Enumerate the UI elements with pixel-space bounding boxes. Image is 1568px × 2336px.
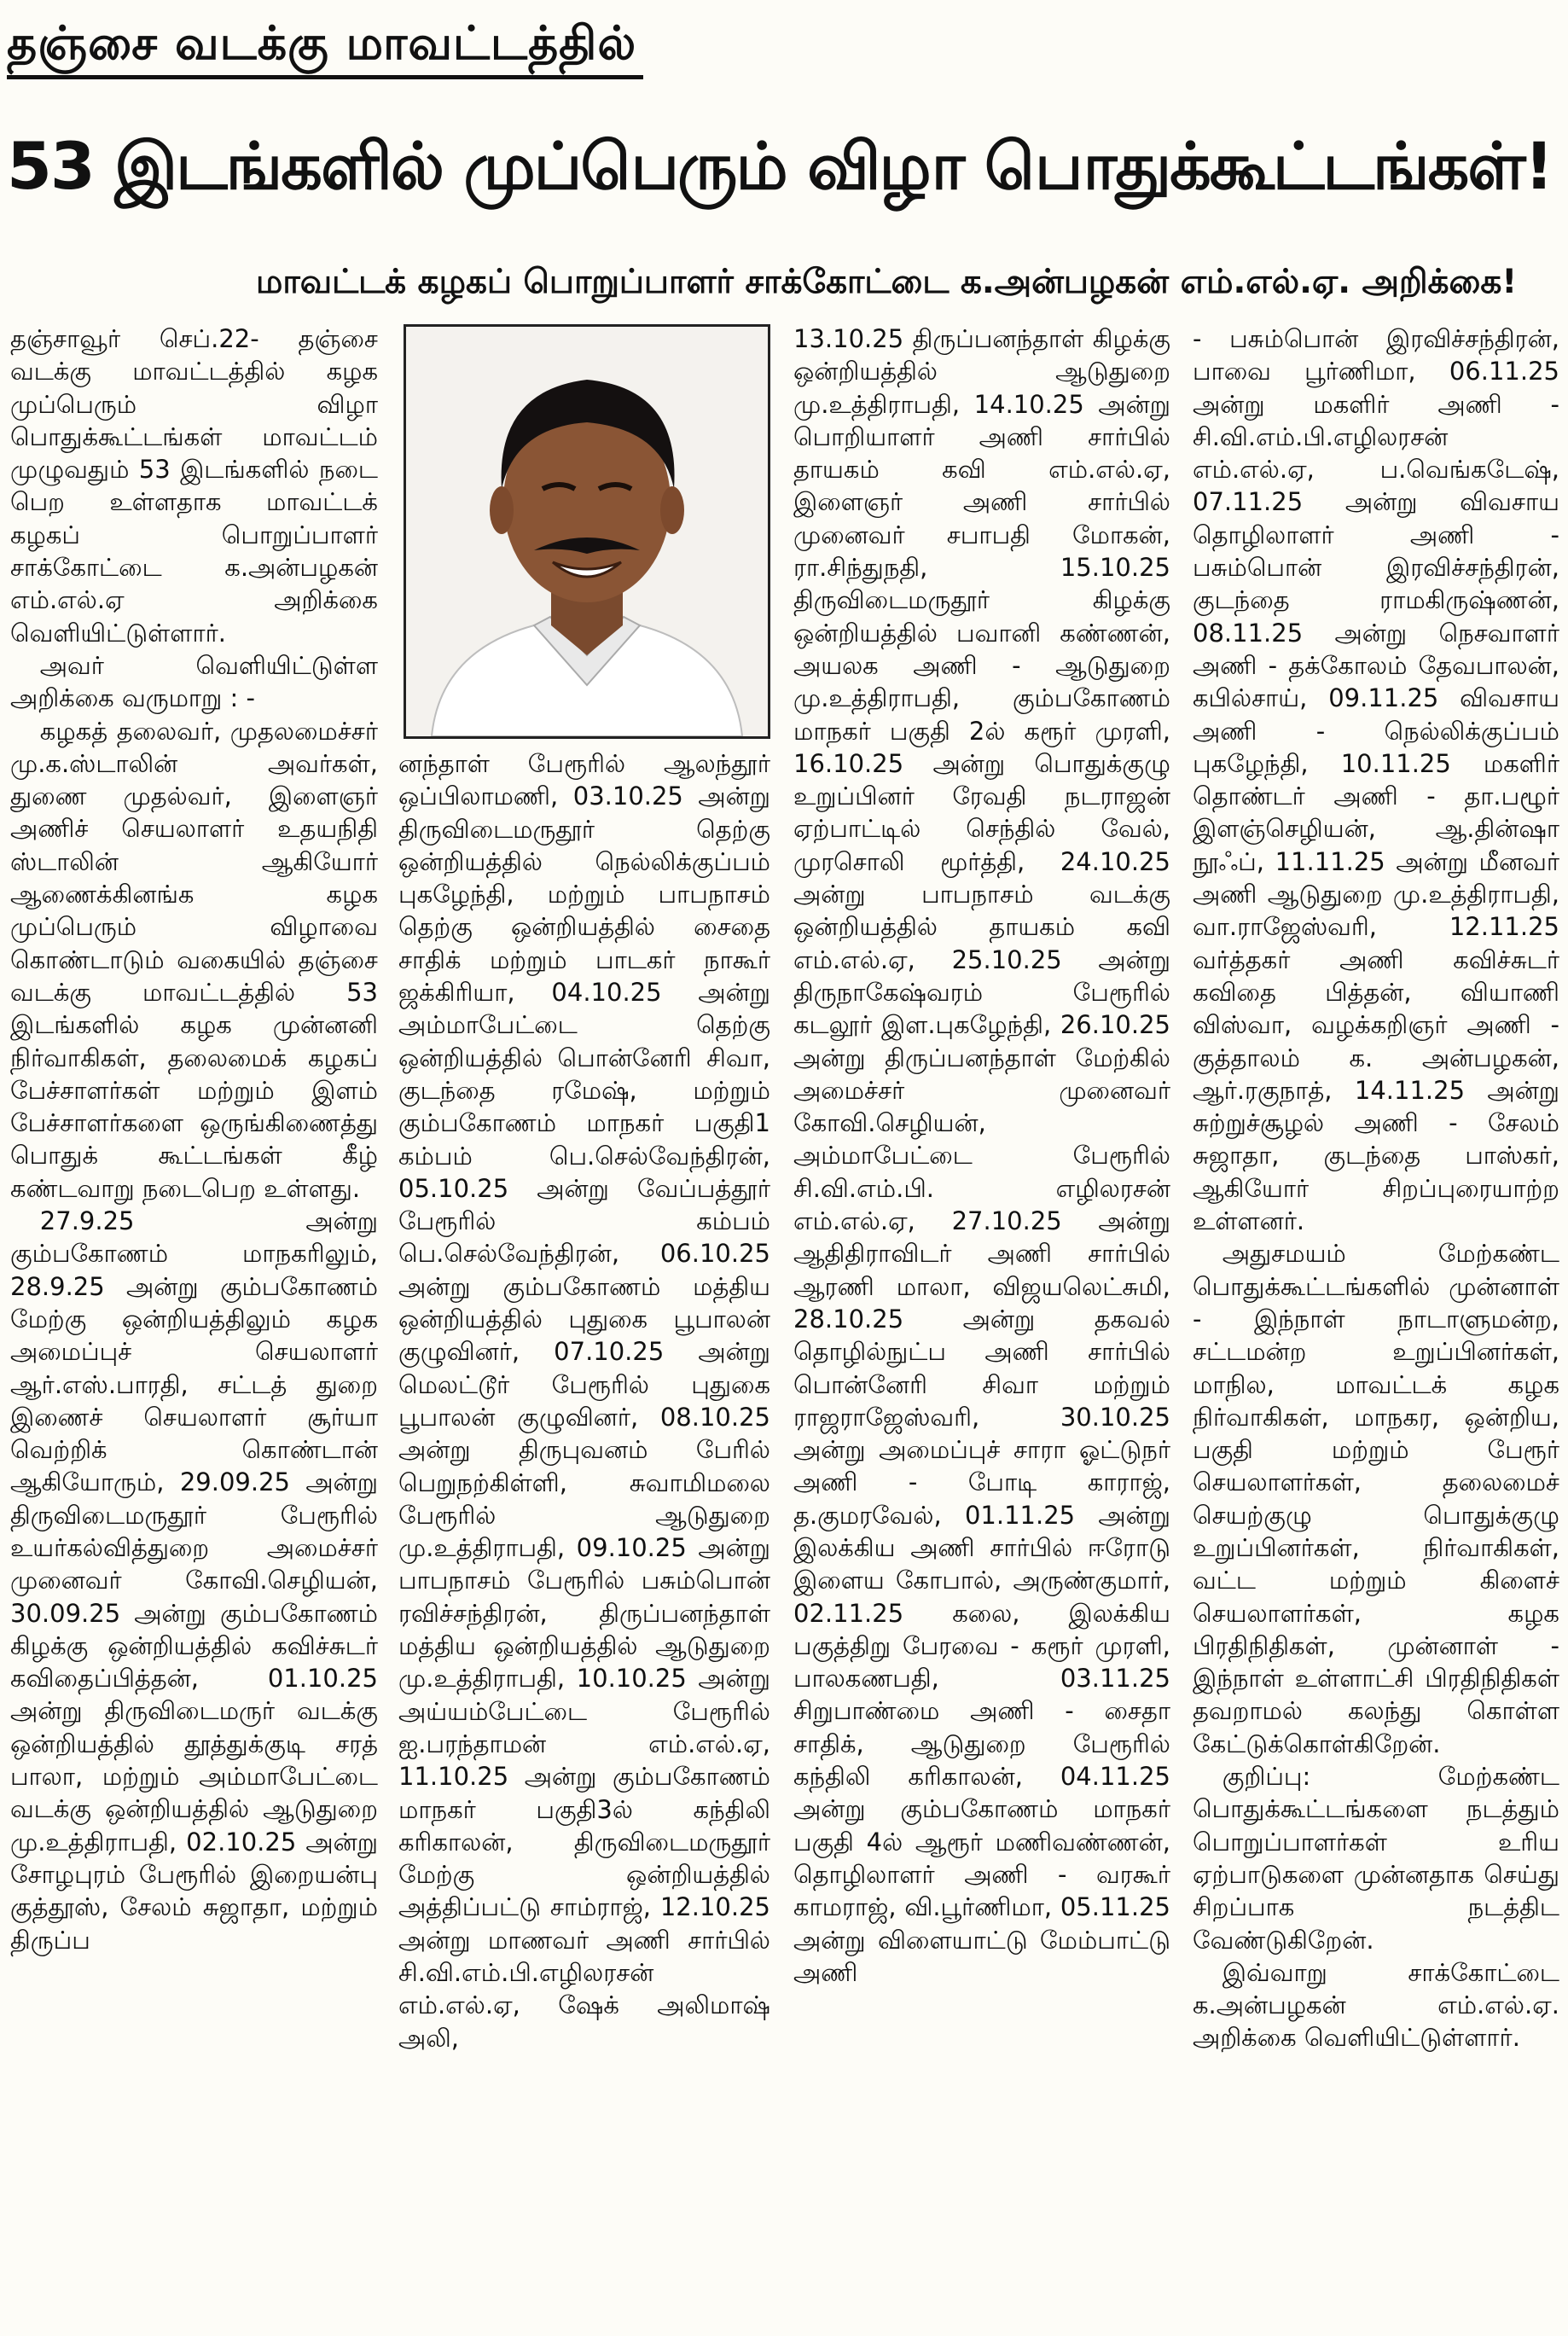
article-column-2	[398, 747, 770, 2327]
headline: 53 இடங்களில் முப்பெரும் விழா பொதுக்கூட்டங்கள்!	[7, 128, 1553, 204]
portrait-illustration	[406, 327, 768, 736]
article-column-1	[10, 323, 378, 2327]
paragraph: கழகத் தலைவர், முதலமைச்சர் மு.க.ஸ்டாலின் அவர்கள், துணை முதல்வர், இளைஞர் அணிச் செயலாளர் உதயநிதி ஸ்டாலின் ஆகியோர் ஆணைக்கினங்க கழக முப்பெரும் விழாவை கொண்டாடும் வகையில் தஞ்சை வடக்கு மாவட்டத்தில் 53 இடங்களில் கழக முன்னனி நிர்வாகிகள், தலைமைக் கழகப் பேச்சாளர்கள் மற்றும் இளம் பேச்சாளர்களை ஒருங்கிணைத்து பொதுக் கூட்டங்கள் கீழ் கண்டவாறு நடைபெற உள்ளது.	[10, 716, 378, 1203]
paragraph: குறிப்பு: மேற்கண்ட பொதுக்கூட்டங்களை நடத்தும் பொறுப்பாளர்கள் உரிய ஏற்பாடுகளை முன்னதாக செய்து சிறப்பாக நடத்திட வேண்டுகிறேன்.	[1193, 1762, 1559, 1955]
paragraph: - பசும்பொன் இரவிச்சந்திரன், பாவை பூர்ணிமா, 06.11.25 அன்று மகளிர் அணி - சி.வி.எம்.பி.எழிலரசன் எம்.எல்.ஏ, ப.வெங்கடேஷ், 07.11.25 அன்று விவசாய தொழிலாளர் அணி - பசும்பொன் இரவிச்சந்திரன், குடந்தை ராமகிருஷ்ணன், 08.11.25 அன்று நெசவாளர் அணி - தக்கோலம் தேவபாலன், கபில்சாய், 09.11.25 விவசாய அணி - நெல்லிக்குப்பம் புகழேந்தி, 10.11.25 மகளிர் தொண்டர் அணி - தா.பழூர் இளஞ்செழியன், ஆ.தின்ஷா நூஃப், 11.11.25 அன்று மீனவர் அணி ஆடுதுறை மு.உத்திராபதி, வா.ராஜேஸ்வரி, 12.11.25 வர்த்தகர் அணி கவிச்சுடர் கவிதை பித்தன், வியாணி விஸ்வா, வழக்கறிஞர் அணி - குத்தாலம் க. அன்பழகன், ஆர்.ரகுநாத், 14.11.25 அன்று சுற்றுச்சூழல் அணி - சேலம் சுஜாதா, குடந்தை பாஸ்கர், ஆகியோர் சிறப்புரையாற்ற உள்ளனர்.	[1193, 324, 1559, 1236]
kicker-title: தஞ்சை வடக்கு மாவட்டத்தில்	[7, 12, 643, 79]
paragraph: அவர் வெளியிட்டுள்ள அறிக்கை வருமாறு : -	[10, 650, 378, 713]
paragraph: 27.9.25 அன்று கும்பகோணம் மாநகரிலும், 28.9.25 அன்று கும்பகோணம் மேற்கு ஒன்றியத்திலும் கழக அமைப்புச் செயலாளர் ஆர்.எஸ்.பாரதி, சட்டத் துறை இணைச் செயலாளர் சூர்யா வெற்றிக் கொண்டான் ஆகியோரும், 29.09.25 அன்று திருவிடைமருதூர் பேரூரில் உயர்கல்வித்துறை அமைச்சர் முனைவர் கோவி.செழியன், 30.09.25 அன்று கும்பகோணம் கிழக்கு ஒன்றியத்தில் கவிச்சுடர் கவிதைப்பித்தன், 01.10.25 அன்று திருவிடைமருர் வடக்கு ஒன்றியத்தில் தூத்துக்குடி சரத் பாலா, மற்றும் அம்மாபேட்டை வடக்கு ஒன்றியத்தில் ஆடுதுறை மு.உத்திராபதி, 02.10.25 அன்று சோழபுரம் பேரூரில் இறையன்பு குத்தூஸ், சேலம் சுஜாதா, மற்றும் திருப்ப	[10, 1206, 378, 1955]
paragraph: இவ்வாறு சாக்கோட்டை க.அன்பழகன் எம்.எல்.ஏ. அறிக்கை வெளியிட்டுள்ளார்.	[1193, 1957, 1559, 2053]
portrait-photo	[404, 324, 770, 739]
subheadline: மாவட்டக் கழகப் பொறுப்பாளர் சாக்கோட்டை க.அன்பழகன் எம்.எல்.ஏ. அறிக்கை!	[256, 263, 1518, 301]
paragraph: அதுசமயம் மேற்கண்ட பொதுக்கூட்டங்களில் முன்னாள் - இந்நாள் நாடாளுமன்ற, சட்டமன்ற உறுப்பினர்கள், மாநில, மாவட்டக் கழக நிர்வாகிகள், மாநகர, ஒன்றிய, பகுதி மற்றும் பேரூர் செயலாளர்கள், தலைமைச் செயற்குழு பொதுக்குழு உறுப்பினர்கள், நிர்வாகிகள், வட்ட மற்றும் கிளைச் செயலாளர்கள், கழக பிரதிநிதிகள், முன்னாள் - இந்நாள் உள்ளாட்சி பிரதிநிதிகள் தவறாமல் கலந்து கொள்ள கேட்டுக்கொள்கிறேன்.	[1193, 1239, 1559, 1758]
article-column-3	[793, 323, 1170, 2327]
paragraph: 13.10.25 திருப்பனந்தாள் கிழக்கு ஒன்றியத்தில் ஆடுதுறை மு.உத்திராபதி, 14.10.25 அன்று பொறியாளர் அணி சார்பில் தாயகம் கவி எம்.எல்.ஏ, இளைஞர் அணி சார்பில் முனைவர் சபாபதி மோகன், ரா.சிந்துநதி, 15.10.25 திருவிடைமருதூர் கிழக்கு ஒன்றியத்தில் பவானி கண்ணன், அயலக அணி - ஆடுதுறை மு.உத்திராபதி, கும்பகோணம் மாநகர் பகுதி 2ல் கரூர் முரளி, 16.10.25 அன்று பொதுக்குழு உறுப்பினர் ரேவதி நடராஜன் ஏற்பாட்டில் செந்தில் வேல், முரசொலி மூர்த்தி, 24.10.25 அன்று பாபநாசம் வடக்கு ஒன்றியத்தில் தாயகம் கவி எம்.எல்.ஏ, 25.10.25 அன்று திருநாகேஷ்வரம் பேரூரில் கடலூர் இள.புகழேந்தி, 26.10.25 அன்று திருப்பனந்தாள் மேற்கில் அமைச்சர் முனைவர் கோவி.செழியன், அம்மாபேட்டை பேரூரில் சி.வி.எம்.பி. எழிலரசன் எம்.எல்.ஏ, 27.10.25 அன்று ஆதிதிராவிடர் அணி சார்பில் ஆரணி மாலா, விஜயலெட்சுமி, 28.10.25 அன்று தகவல் தொழில்நுட்ப அணி சார்பில் பொன்னேரி சிவா மற்றும் ராஜராஜேஸ்வரி, 30.10.25 அன்று அமைப்புச் சாரா ஓட்டுநர் அணி - போடி காராஜ், த.குமரவேல், 01.11.25 அன்று இலக்கிய அணி சார்பில் ஈரோடு இளைய கோபால், அருண்குமார், 02.11.25 கலை, இலக்கிய பகுத்திறு பேரவை - கரூர் முரளி, பாலகணபதி, 03.11.25 சிறுபாண்மை அணி - சைதா சாதிக், ஆடுதுறை பேரூரில் கந்திலி கரிகாலன், 04.11.25 அன்று கும்பகோணம் மாநகர் பகுதி 4ல் ஆரூர் மணிவண்ணன், தொழிலாளர் அணி - வரகூர் காமராஜ், வி.பூர்ணிமா, 05.11.25 அன்று விளையாட்டு மேம்பாட்டு அணி	[793, 324, 1170, 1987]
paragraph: னந்தாள் பேரூரில் ஆலந்தூர் ஒப்பிலாமணி, 03.10.25 அன்று திருவிடைமருதூர் தெற்கு ஒன்றியத்தில் நெல்லிக்குப்பம் புகழேந்தி, மற்றும் பாபநாசம் தெற்கு ஒன்றியத்தில் சைதை சாதிக் மற்றும் பாடகர் நாகூர் ஜக்கிரியா, 04.10.25 அன்று அம்மாபேட்டை தெற்கு ஒன்றியத்தில் பொன்னேரி சிவா, குடந்தை ரமேஷ், மற்றும் கும்பகோணம் மாநகர் பகுதி1 கம்பம் பெ.செல்வேந்திரன், 05.10.25 அன்று வேப்பத்தூர் பேரூரில் கம்பம் பெ.செல்வேந்திரன், 06.10.25 அன்று கும்பகோணம் மத்திய ஒன்றியத்தில் புதுகை பூபாலன் குழுவினர், 07.10.25 அன்று மெலட்டூர் பேரூரில் புதுகை பூபாலன் குழுவினர், 08.10.25 அன்று திருபுவனம் பேரில் பெறுநற்கிள்ளி, சுவாமிமலை பேரூரில் ஆடுதுறை மு.உத்திராபதி, 09.10.25 அன்று பாபநாசம் பேரூரில் பசும்பொன் ரவிச்சந்திரன், திருப்பனந்தாள் மத்திய ஒன்றியத்தில் ஆடுதுறை மு.உத்திராபதி, 10.10.25 அன்று அய்யம்பேட்டை பேரூரில் ஐ.பரந்தாமன் எம்.எல்.ஏ, 11.10.25 அன்று கும்பகோணம் மாநகர் பகுதி3ல் கந்திலி கரிகாலன், திருவிடைமருதூர் மேற்கு ஒன்றியத்தில் அத்திப்பட்டு சாம்ராஜ், 12.10.25 அன்று மாணவர் அணி சார்பில் சி.வி.எம்.பி.எழிலரசன் எம்.எல்.ஏ, ஷேக் அலிமாஷ் அலி,	[398, 749, 770, 2053]
article-column-4	[1193, 323, 1559, 2327]
paragraph: தஞ்சாவூர் செப்.22- தஞ்சை வடக்கு மாவட்டத்தில் கழக முப்பெரும் விழா பொதுக்கூட்டங்கள் மாவட்டம் முழுவதும் 53 இடங்களில் நடை பெற உள்ளதாக மாவட்டக் கழகப் பொறுப்பாளர் சாக்கோட்டை க.அன்பழகன் எம்.எல்.ஏ அறிக்கை வெளியிட்டுள்ளார்.	[10, 324, 378, 648]
